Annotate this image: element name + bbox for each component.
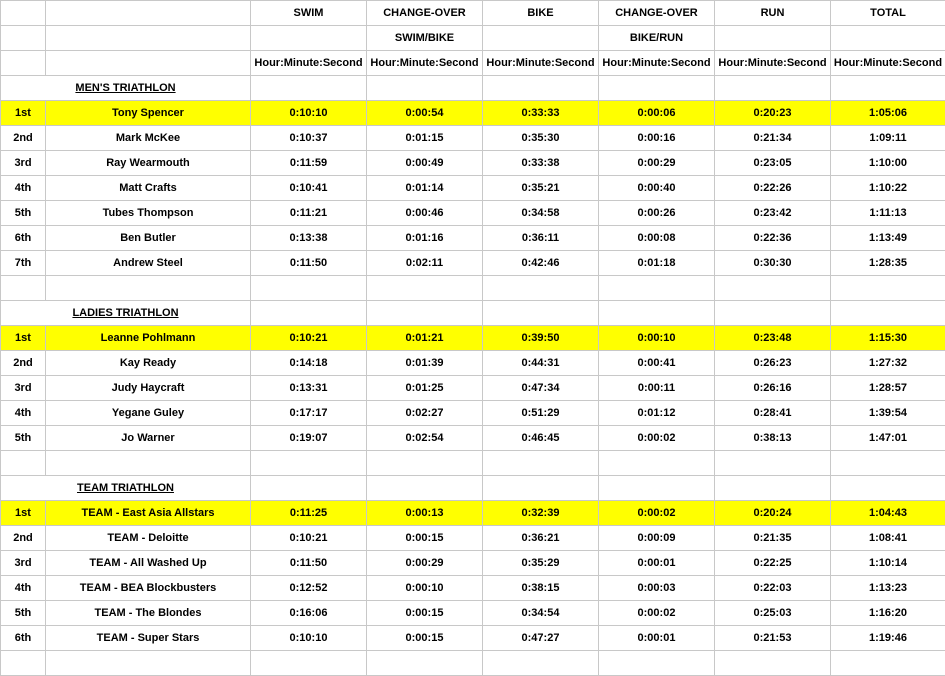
empty-cell[interactable]: [831, 76, 945, 101]
header-row: [1, 1, 945, 26]
name-cell[interactable]: Jo Warner: [46, 426, 251, 451]
empty-cell[interactable]: [715, 276, 831, 301]
name-cell[interactable]: TEAM - Deloitte: [46, 526, 251, 551]
bike-time-cell[interactable]: 0:36:11: [483, 226, 599, 251]
section-title-row: [1, 76, 945, 101]
place-cell[interactable]: 4th: [1, 576, 46, 601]
empty-cell[interactable]: [46, 51, 251, 76]
bike-run-time-cell[interactable]: 0:00:29: [599, 151, 715, 176]
empty-cell[interactable]: [367, 476, 483, 501]
swim-time-cell[interactable]: 0:10:41: [251, 176, 367, 201]
swim-bike-time-cell[interactable]: 0:01:39: [367, 351, 483, 376]
swim-bike-time-cell[interactable]: 0:00:10: [367, 576, 483, 601]
swim-time-cell[interactable]: 0:13:31: [251, 376, 367, 401]
name-cell[interactable]: Judy Haycraft: [46, 376, 251, 401]
total-time-cell[interactable]: 1:09:11: [831, 126, 945, 151]
empty-cell[interactable]: [1, 451, 46, 476]
place-cell[interactable]: 4th: [1, 176, 46, 201]
swim-bike-time-cell[interactable]: 0:00:49: [367, 151, 483, 176]
swim-bike-time-cell[interactable]: 0:01:25: [367, 376, 483, 401]
bike-time-cell[interactable]: 0:35:21: [483, 176, 599, 201]
bike-run-time-cell[interactable]: 0:00:11: [599, 376, 715, 401]
run-time-cell[interactable]: 0:21:53: [715, 626, 831, 651]
run-time-cell[interactable]: 0:23:05: [715, 151, 831, 176]
name-cell[interactable]: TEAM - Super Stars: [46, 626, 251, 651]
result-row: [1, 551, 945, 576]
name-cell[interactable]: Tony Spencer: [46, 101, 251, 126]
total-time-cell[interactable]: 1:13:49: [831, 226, 945, 251]
swim-bike-time-cell[interactable]: 0:00:29: [367, 551, 483, 576]
header-total[interactable]: TOTAL: [831, 1, 945, 26]
result-row: [1, 176, 945, 201]
name-cell[interactable]: Ben Butler: [46, 226, 251, 251]
swim-bike-time-cell[interactable]: 0:01:14: [367, 176, 483, 201]
subheader-bike-run[interactable]: BIKE/RUN: [599, 26, 715, 51]
result-row: [1, 351, 945, 376]
unit-label[interactable]: Hour:Minute:Second: [251, 51, 367, 76]
swim-time-cell[interactable]: 0:10:21: [251, 526, 367, 551]
swim-bike-time-cell[interactable]: 0:02:54: [367, 426, 483, 451]
swim-time-cell[interactable]: 0:16:06: [251, 601, 367, 626]
bike-time-cell[interactable]: 0:39:50: [483, 326, 599, 351]
empty-cell[interactable]: [599, 276, 715, 301]
total-time-cell[interactable]: 1:39:54: [831, 401, 945, 426]
empty-cell[interactable]: [831, 476, 945, 501]
swim-time-cell[interactable]: 0:11:50: [251, 251, 367, 276]
run-time-cell[interactable]: 0:21:35: [715, 526, 831, 551]
swim-time-cell[interactable]: 0:10:37: [251, 126, 367, 151]
name-cell[interactable]: Matt Crafts: [46, 176, 251, 201]
subheader-run[interactable]: [715, 26, 831, 51]
blank-row: [1, 651, 945, 676]
section-title[interactable]: MEN'S TRIATHLON: [1, 76, 251, 101]
empty-cell[interactable]: [715, 651, 831, 676]
swim-bike-time-cell[interactable]: 0:01:21: [367, 326, 483, 351]
result-row: [1, 501, 945, 526]
swim-bike-time-cell[interactable]: 0:00:15: [367, 601, 483, 626]
bike-time-cell[interactable]: 0:47:27: [483, 626, 599, 651]
bike-time-cell[interactable]: 0:32:39: [483, 501, 599, 526]
bike-run-time-cell[interactable]: 0:00:26: [599, 201, 715, 226]
blank-row: [1, 451, 945, 476]
empty-cell[interactable]: [251, 76, 367, 101]
empty-cell[interactable]: [367, 651, 483, 676]
section-title[interactable]: TEAM TRIATHLON: [1, 476, 251, 501]
total-time-cell[interactable]: 1:28:57: [831, 376, 945, 401]
subheader-row: [1, 26, 945, 51]
bike-time-cell[interactable]: 0:35:30: [483, 126, 599, 151]
empty-cell[interactable]: [599, 451, 715, 476]
result-row: [1, 601, 945, 626]
total-time-cell[interactable]: 1:16:20: [831, 601, 945, 626]
bike-time-cell[interactable]: 0:34:58: [483, 201, 599, 226]
bike-time-cell[interactable]: 0:42:46: [483, 251, 599, 276]
result-row: [1, 201, 945, 226]
place-cell[interactable]: 5th: [1, 601, 46, 626]
result-row: [1, 151, 945, 176]
swim-time-cell[interactable]: 0:10:10: [251, 626, 367, 651]
empty-cell[interactable]: [831, 301, 945, 326]
name-cell[interactable]: TEAM - The Blondes: [46, 601, 251, 626]
header-changeover-1[interactable]: CHANGE-OVER: [367, 1, 483, 26]
name-cell[interactable]: Andrew Steel: [46, 251, 251, 276]
empty-cell[interactable]: [831, 451, 945, 476]
bike-run-time-cell[interactable]: 0:00:01: [599, 626, 715, 651]
bike-run-time-cell[interactable]: 0:00:09: [599, 526, 715, 551]
name-cell[interactable]: Yegane Guley: [46, 401, 251, 426]
result-row: [1, 251, 945, 276]
run-time-cell[interactable]: 0:30:30: [715, 251, 831, 276]
place-cell[interactable]: 5th: [1, 201, 46, 226]
empty-cell[interactable]: [367, 276, 483, 301]
bike-time-cell[interactable]: 0:33:33: [483, 101, 599, 126]
swim-time-cell[interactable]: 0:11:59: [251, 151, 367, 176]
total-time-cell[interactable]: 1:27:32: [831, 351, 945, 376]
run-time-cell[interactable]: 0:22:36: [715, 226, 831, 251]
result-row: [1, 576, 945, 601]
swim-bike-time-cell[interactable]: 0:00:54: [367, 101, 483, 126]
subheader-swim[interactable]: [251, 26, 367, 51]
bike-run-time-cell[interactable]: 0:01:18: [599, 251, 715, 276]
swim-bike-time-cell[interactable]: 0:00:15: [367, 626, 483, 651]
swim-time-cell[interactable]: 0:19:07: [251, 426, 367, 451]
name-cell[interactable]: Mark McKee: [46, 126, 251, 151]
empty-cell[interactable]: [483, 76, 599, 101]
place-cell[interactable]: 5th: [1, 426, 46, 451]
bike-run-time-cell[interactable]: 0:00:16: [599, 126, 715, 151]
empty-cell[interactable]: [483, 476, 599, 501]
run-time-cell[interactable]: 0:20:24: [715, 501, 831, 526]
header-bike[interactable]: BIKE: [483, 1, 599, 26]
name-cell[interactable]: Ray Wearmouth: [46, 151, 251, 176]
place-cell[interactable]: 3rd: [1, 151, 46, 176]
bike-run-time-cell[interactable]: 0:00:01: [599, 551, 715, 576]
bike-time-cell[interactable]: 0:44:31: [483, 351, 599, 376]
empty-cell[interactable]: [1, 651, 46, 676]
place-cell[interactable]: 6th: [1, 626, 46, 651]
empty-cell[interactable]: [483, 451, 599, 476]
result-row: [1, 401, 945, 426]
bike-time-cell[interactable]: 0:36:21: [483, 526, 599, 551]
run-time-cell[interactable]: 0:38:13: [715, 426, 831, 451]
swim-bike-time-cell[interactable]: 0:00:13: [367, 501, 483, 526]
subheader-bike[interactable]: [483, 26, 599, 51]
total-time-cell[interactable]: 1:28:35: [831, 251, 945, 276]
total-time-cell[interactable]: 1:04:43: [831, 501, 945, 526]
place-cell[interactable]: 2nd: [1, 351, 46, 376]
swim-time-cell[interactable]: 0:11:21: [251, 201, 367, 226]
unit-row: [1, 51, 945, 76]
empty-cell[interactable]: [1, 51, 46, 76]
bike-time-cell[interactable]: 0:33:38: [483, 151, 599, 176]
empty-cell[interactable]: [599, 651, 715, 676]
empty-cell[interactable]: [715, 476, 831, 501]
place-cell[interactable]: 2nd: [1, 526, 46, 551]
swim-bike-time-cell[interactable]: 0:00:46: [367, 201, 483, 226]
header-run[interactable]: RUN: [715, 1, 831, 26]
place-cell[interactable]: 1st: [1, 501, 46, 526]
result-row: [1, 526, 945, 551]
bike-time-cell[interactable]: 0:35:29: [483, 551, 599, 576]
place-cell[interactable]: 1st: [1, 326, 46, 351]
empty-cell[interactable]: [251, 476, 367, 501]
total-time-cell[interactable]: 1:13:23: [831, 576, 945, 601]
empty-cell[interactable]: [599, 301, 715, 326]
total-time-cell[interactable]: 1:19:46: [831, 626, 945, 651]
run-time-cell[interactable]: 0:26:23: [715, 351, 831, 376]
bike-time-cell[interactable]: 0:46:45: [483, 426, 599, 451]
result-row: [1, 426, 945, 451]
run-time-cell[interactable]: 0:26:16: [715, 376, 831, 401]
empty-cell[interactable]: [483, 301, 599, 326]
place-cell[interactable]: 4th: [1, 401, 46, 426]
subheader-total[interactable]: [831, 26, 945, 51]
total-time-cell[interactable]: 1:10:22: [831, 176, 945, 201]
result-row: [1, 626, 945, 651]
header-changeover-2[interactable]: CHANGE-OVER: [599, 1, 715, 26]
blank-row: [1, 276, 945, 301]
total-time-cell[interactable]: 1:05:06: [831, 101, 945, 126]
run-time-cell[interactable]: 0:22:03: [715, 576, 831, 601]
unit-label[interactable]: Hour:Minute:Second: [831, 51, 945, 76]
swim-time-cell[interactable]: 0:10:10: [251, 101, 367, 126]
swim-bike-time-cell[interactable]: 0:02:27: [367, 401, 483, 426]
empty-cell[interactable]: [46, 276, 251, 301]
name-cell[interactable]: Kay Ready: [46, 351, 251, 376]
empty-cell[interactable]: [1, 276, 46, 301]
swim-bike-time-cell[interactable]: 0:01:16: [367, 226, 483, 251]
empty-cell[interactable]: [251, 451, 367, 476]
empty-cell[interactable]: [367, 451, 483, 476]
unit-label[interactable]: Hour:Minute:Second: [483, 51, 599, 76]
run-time-cell[interactable]: 0:20:23: [715, 101, 831, 126]
result-row: [1, 226, 945, 251]
place-cell[interactable]: 6th: [1, 226, 46, 251]
empty-cell[interactable]: [46, 26, 251, 51]
name-cell[interactable]: Tubes Thompson: [46, 201, 251, 226]
name-cell[interactable]: TEAM - All Washed Up: [46, 551, 251, 576]
bike-run-time-cell[interactable]: 0:00:02: [599, 501, 715, 526]
run-time-cell[interactable]: 0:21:34: [715, 126, 831, 151]
run-time-cell[interactable]: 0:22:25: [715, 551, 831, 576]
bike-run-time-cell[interactable]: 0:00:06: [599, 101, 715, 126]
run-time-cell[interactable]: 0:28:41: [715, 401, 831, 426]
section-title-row: [1, 476, 945, 501]
empty-cell[interactable]: [1, 26, 46, 51]
bike-run-time-cell[interactable]: 0:00:41: [599, 351, 715, 376]
total-time-cell[interactable]: 1:11:13: [831, 201, 945, 226]
empty-cell[interactable]: [715, 301, 831, 326]
empty-cell[interactable]: [483, 276, 599, 301]
result-row: [1, 126, 945, 151]
bike-run-time-cell[interactable]: 0:00:40: [599, 176, 715, 201]
total-time-cell[interactable]: 1:10:14: [831, 551, 945, 576]
total-time-cell[interactable]: 1:10:00: [831, 151, 945, 176]
run-time-cell[interactable]: 0:23:42: [715, 201, 831, 226]
place-cell[interactable]: 7th: [1, 251, 46, 276]
unit-label[interactable]: Hour:Minute:Second: [599, 51, 715, 76]
empty-cell[interactable]: [251, 276, 367, 301]
bike-time-cell[interactable]: 0:34:54: [483, 601, 599, 626]
place-cell[interactable]: 3rd: [1, 551, 46, 576]
swim-time-cell[interactable]: 0:11:25: [251, 501, 367, 526]
bike-run-time-cell[interactable]: 0:00:10: [599, 326, 715, 351]
section-title-row: [1, 301, 945, 326]
swim-bike-time-cell[interactable]: 0:02:11: [367, 251, 483, 276]
bike-run-time-cell[interactable]: 0:01:12: [599, 401, 715, 426]
bike-time-cell[interactable]: 0:47:34: [483, 376, 599, 401]
empty-cell[interactable]: [599, 476, 715, 501]
empty-cell[interactable]: [46, 651, 251, 676]
empty-cell[interactable]: [46, 451, 251, 476]
total-time-cell[interactable]: 1:15:30: [831, 326, 945, 351]
empty-cell[interactable]: [599, 76, 715, 101]
empty-cell[interactable]: [831, 651, 945, 676]
swim-time-cell[interactable]: 0:12:52: [251, 576, 367, 601]
place-cell[interactable]: 3rd: [1, 376, 46, 401]
result-row: [1, 326, 945, 351]
empty-cell[interactable]: [1, 1, 46, 26]
empty-cell[interactable]: [251, 651, 367, 676]
empty-cell[interactable]: [715, 451, 831, 476]
section-title[interactable]: LADIES TRIATHLON: [1, 301, 251, 326]
result-row: [1, 376, 945, 401]
place-cell[interactable]: 1st: [1, 101, 46, 126]
swim-time-cell[interactable]: 0:13:38: [251, 226, 367, 251]
empty-cell[interactable]: [483, 651, 599, 676]
bike-run-time-cell[interactable]: 0:00:02: [599, 426, 715, 451]
empty-cell[interactable]: [367, 301, 483, 326]
swim-time-cell[interactable]: 0:14:18: [251, 351, 367, 376]
run-time-cell[interactable]: 0:23:48: [715, 326, 831, 351]
swim-time-cell[interactable]: 0:10:21: [251, 326, 367, 351]
bike-run-time-cell[interactable]: 0:00:08: [599, 226, 715, 251]
empty-cell[interactable]: [367, 76, 483, 101]
bike-run-time-cell[interactable]: 0:00:03: [599, 576, 715, 601]
header-swim[interactable]: SWIM: [251, 1, 367, 26]
swim-time-cell[interactable]: 0:17:17: [251, 401, 367, 426]
unit-label[interactable]: Hour:Minute:Second: [367, 51, 483, 76]
place-cell[interactable]: 2nd: [1, 126, 46, 151]
bike-time-cell[interactable]: 0:51:29: [483, 401, 599, 426]
swim-bike-time-cell[interactable]: 0:00:15: [367, 526, 483, 551]
empty-cell[interactable]: [715, 76, 831, 101]
empty-cell[interactable]: [46, 1, 251, 26]
name-cell[interactable]: TEAM - BEA Blockbusters: [46, 576, 251, 601]
name-cell[interactable]: TEAM - East Asia Allstars: [46, 501, 251, 526]
bike-time-cell[interactable]: 0:38:15: [483, 576, 599, 601]
swim-time-cell[interactable]: 0:11:50: [251, 551, 367, 576]
run-time-cell[interactable]: 0:22:26: [715, 176, 831, 201]
unit-label[interactable]: Hour:Minute:Second: [715, 51, 831, 76]
subheader-swim-bike[interactable]: SWIM/BIKE: [367, 26, 483, 51]
result-row: [1, 101, 945, 126]
empty-cell[interactable]: [251, 301, 367, 326]
name-cell[interactable]: Leanne Pohlmann: [46, 326, 251, 351]
run-time-cell[interactable]: 0:25:03: [715, 601, 831, 626]
empty-cell[interactable]: [831, 276, 945, 301]
total-time-cell[interactable]: 1:47:01: [831, 426, 945, 451]
total-time-cell[interactable]: 1:08:41: [831, 526, 945, 551]
bike-run-time-cell[interactable]: 0:00:02: [599, 601, 715, 626]
swim-bike-time-cell[interactable]: 0:01:15: [367, 126, 483, 151]
